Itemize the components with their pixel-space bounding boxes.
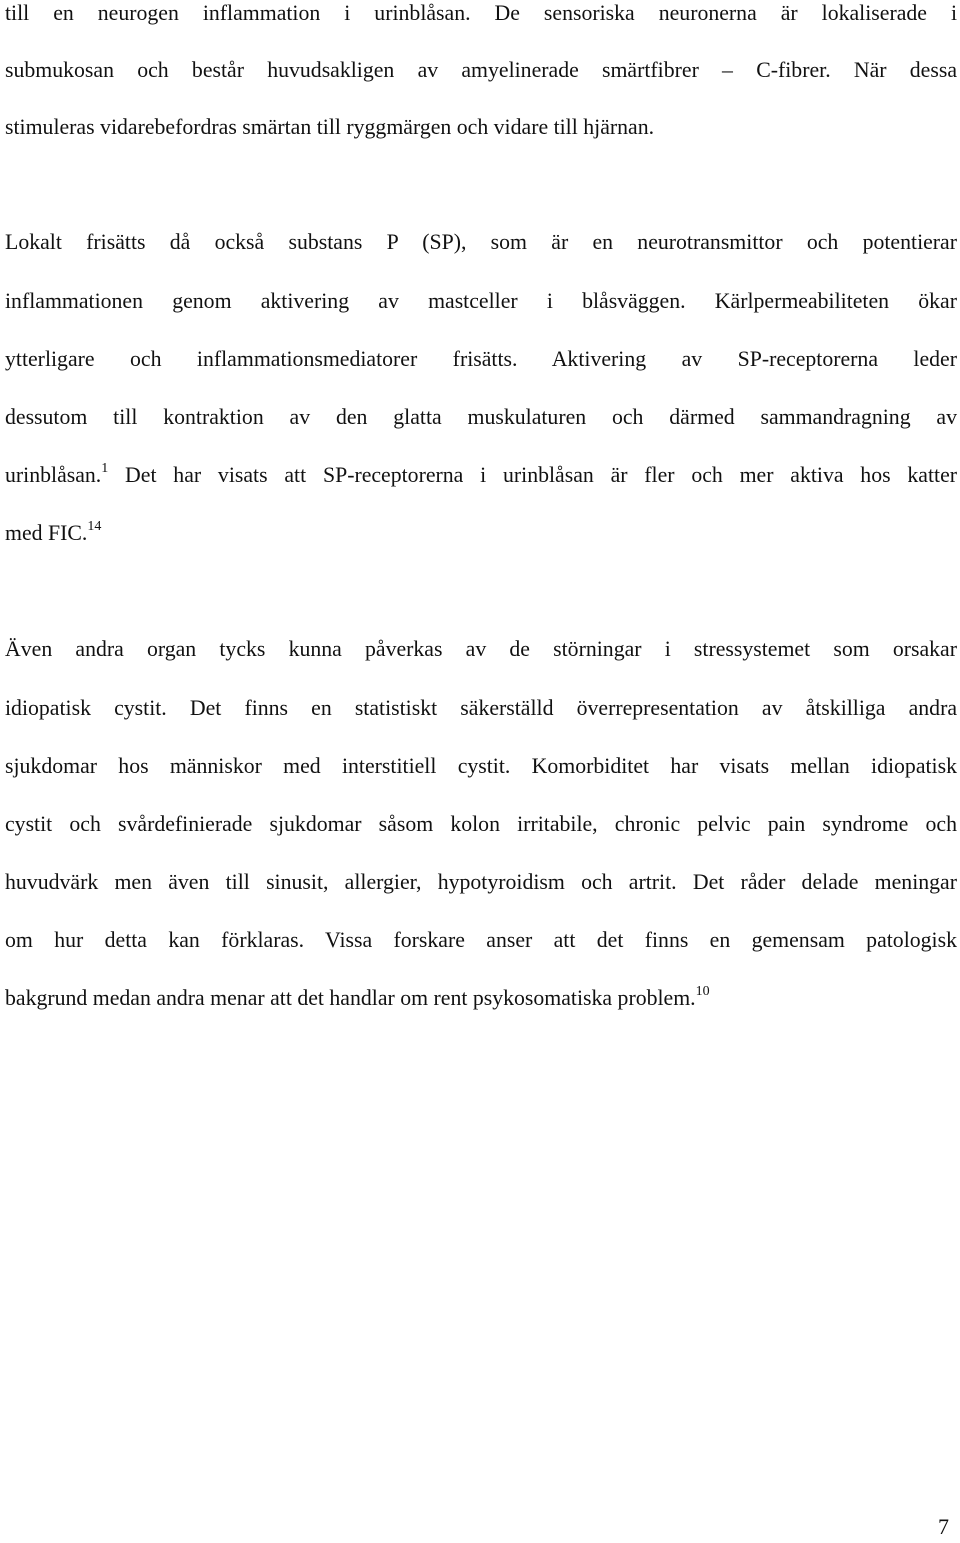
text-run: Det har visats att SP-receptorerna i urinblåsan är fler och mer aktiva hos katter <box>125 463 957 487</box>
page-number: 7 <box>938 1514 949 1539</box>
footnote-ref: 14 <box>87 518 102 534</box>
text-line: huvudvärk men även till sinusit, allergier, hypotyroidism och artrit. Det råder delade meningar <box>5 870 957 894</box>
text-line: submukosan och består huvudsakligen av amyelinerade smärtfibrer – C-fibrer. När dessa <box>5 58 957 82</box>
text-line: inflammationen genom aktivering av mastceller i blåsväggen. Kärlpermeabiliteten ökar <box>5 289 957 313</box>
text-line: ytterligare och inflammationsmediatorer frisätts. Aktivering av SP-receptorerna leder <box>5 347 957 371</box>
text-run: urinblåsan. <box>5 463 102 487</box>
text-line: sjukdomar hos människor med interstitiell cystit. Komorbiditet har visats mellan idiopatisk <box>5 754 957 778</box>
text-line <box>5 985 710 1011</box>
text-line: Lokalt frisätts då också substans P (SP), som är en neurotransmittor och potentierar <box>5 230 957 254</box>
text-line: cystit och svårdefinierade sjukdomar såsom kolon irritabile, chronic pelvic pain syndrome och <box>5 812 957 836</box>
footnote-ref: 1 <box>101 460 109 476</box>
text-line: stimuleras vidarebefordras smärtan till ryggmärgen och vidare till hjärnan. <box>5 115 655 139</box>
text-line <box>5 462 957 488</box>
text-line: Även andra organ tycks kunna påverkas av de störningar i stressystemet som orsakar <box>5 637 957 661</box>
text-line: dessutom till kontraktion av den glatta muskulaturen och därmed sammandragning av <box>5 405 957 429</box>
text-run: med FIC. <box>5 521 88 545</box>
text-run: bakgrund medan andra menar att det handlar om rent psykosomatiska problem. <box>5 986 696 1010</box>
text-line: idiopatisk cystit. Det finns en statistiskt säkerställd överrepresentation av åtskilliga andra <box>5 696 957 720</box>
text-line <box>5 520 101 546</box>
text-line: om hur detta kan förklaras. Vissa forskare anser att det finns en gemensam patologisk <box>5 928 957 952</box>
text-line: till en neurogen inflammation i urinblåsan. De sensoriska neuronerna är lokaliserade i <box>5 1 957 25</box>
footnote-ref: 10 <box>695 983 710 999</box>
